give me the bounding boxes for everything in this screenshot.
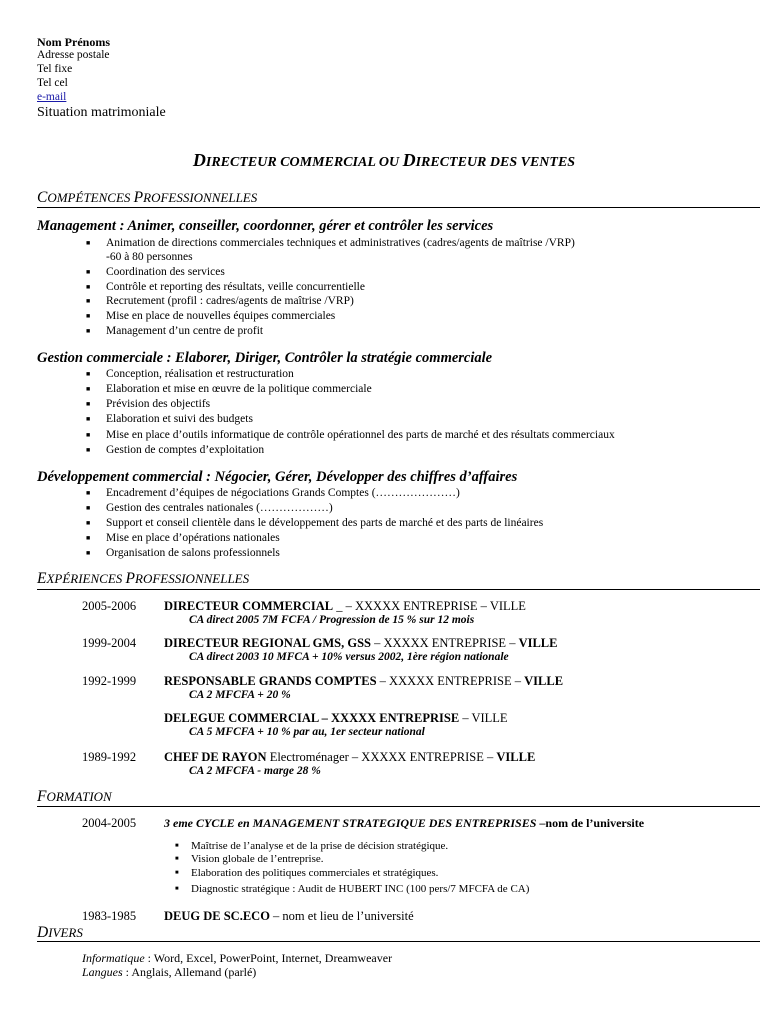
list-item: ■ Organisation de salons professionnels xyxy=(106,546,280,560)
list-item: ■ Gestion de comptes d’exploitation xyxy=(106,443,264,457)
contact-name: Nom Prénoms xyxy=(37,35,110,49)
formation-years: 1983-1985 xyxy=(82,909,137,923)
subheading-gestion: Gestion commerciale : Elaborer, Diriger, Contrôler la stratégie commerciale xyxy=(37,350,493,366)
document-title: DIRECTEUR COMMERCIAL OU DIRECTEUR DES VENTES xyxy=(192,150,576,170)
list-item-continuation: -60 à 80 personnes xyxy=(106,251,193,263)
experience-detail: CA 2 MFCFA - marge 28 % xyxy=(189,765,321,777)
contact-address: Adresse postale xyxy=(37,49,110,61)
list-item: ■ Coordination des services xyxy=(106,265,225,279)
formation-title: 3 eme CYCLE en MANAGEMENT STRATEGIQUE DES ENTREPRISES –nom de l’universite xyxy=(164,816,645,830)
subheading-management: Management : Animer, conseiller, coordonner, gérer et contrôler les services xyxy=(37,218,494,234)
list-item: ■ Encadrement d’équipes de négociations Grands Comptes (…………………) xyxy=(106,486,460,500)
contact-marital-status: Situation matrimoniale xyxy=(37,105,166,120)
contact-email-link[interactable]: e-mail xyxy=(37,91,67,103)
list-item: ■ Maîtrise de l’analyse et de la prise de décision stratégique. xyxy=(191,840,448,853)
experience-years: 1992-1999 xyxy=(82,674,137,688)
experience-years: 2005-2006 xyxy=(82,599,137,613)
experience-line: DIRECTEUR REGIONAL GMS, GSS – XXXXX ENTREPRISE – VILLE xyxy=(164,636,558,650)
section-heading-formation: FORMATION xyxy=(37,788,112,805)
experience-line: DIRECTEUR COMMERCIAL _ – XXXXX ENTREPRISE – VILLE xyxy=(164,599,526,613)
list-item: ■ Recrutement (profil : cadres/agents de maîtrise /VRP) xyxy=(106,294,354,308)
section-divider xyxy=(37,207,760,208)
list-item: ■ Diagnostic stratégique : Audit de HUBERT INC (100 pers/7 MFCFA de CA) xyxy=(191,883,529,896)
experience-years: 1989-1992 xyxy=(82,750,137,764)
formation-years: 2004-2005 xyxy=(82,816,137,830)
section-heading-competences: COMPÉTENCES PROFESSIONNELLES xyxy=(37,189,258,206)
experience-detail: CA direct 2003 10 MFCA + 10% versus 2002, 1ère région nationale xyxy=(189,651,509,663)
divers-informatique: Informatique : Word, Excel, PowerPoint, Internet, Dreamweaver xyxy=(82,951,393,965)
list-item: ■ Gestion des centrales nationales (………………) xyxy=(106,501,333,515)
contact-phone-fixed: Tel fixe xyxy=(37,63,73,75)
list-item: ■ Elaboration des politiques commerciales et stratégiques. xyxy=(191,867,438,880)
experience-detail: CA direct 2005 7M FCFA / Progression de 15 % sur 12 mois xyxy=(189,614,475,626)
experience-detail: CA 5 MFCFA + 10 % par au, 1er secteur national xyxy=(189,726,425,738)
formation-title: DEUG DE SC.ECO – nom et lieu de l’université xyxy=(164,909,414,923)
subheading-developpement: Développement commercial : Négocier, Gérer, Développer des chiffres d’affaires xyxy=(37,469,518,485)
list-item: ■ Prévision des objectifs xyxy=(106,397,210,411)
list-item: ■ Contrôle et reporting des résultats, veille concurrentielle xyxy=(106,280,365,294)
divers-langues: Langues : Anglais, Allemand (parlé) xyxy=(82,965,257,979)
list-item: ■ Mise en place de nouvelles équipes commerciales xyxy=(106,309,335,323)
list-item: ■ Support et conseil clientèle dans le développement des parts de marché et des parts de linéaires xyxy=(106,516,543,530)
list-item: ■ Vision globale de l’entreprise. xyxy=(191,853,324,866)
list-item: ■ Management d’un centre de profit xyxy=(106,324,263,338)
experience-line: CHEF DE RAYON Electroménager – XXXXX ENTREPRISE – VILLE xyxy=(164,750,536,764)
experience-detail: CA 2 MFCFA + 20 % xyxy=(189,689,291,701)
section-heading-experiences: EXPÉRIENCES PROFESSIONNELLES xyxy=(37,570,250,587)
list-item: ■ Conception, réalisation et restructuration xyxy=(106,367,294,381)
section-divider xyxy=(37,806,760,807)
list-item: ■ Animation de directions commerciales techniques et administratives (cadres/agents de maîtrise /VRP) xyxy=(106,236,575,250)
list-item: ■ Mise en place d’opérations nationales xyxy=(106,531,280,545)
section-heading-divers: DIVERS xyxy=(37,924,83,941)
list-item: ■ Elaboration et mise en œuvre de la politique commerciale xyxy=(106,382,372,396)
list-item: ■ Mise en place d’outils informatique de contrôle opérationnel des parts de marché et des résultats commerciaux xyxy=(106,428,615,442)
section-divider xyxy=(37,589,760,590)
experience-line: RESPONSABLE GRANDS COMPTES – XXXXX ENTREPRISE – VILLE xyxy=(164,674,564,688)
experience-line: DELEGUE COMMERCIAL – XXXXX ENTREPRISE – VILLE xyxy=(164,711,508,725)
list-item: ■ Elaboration et suivi des budgets xyxy=(106,412,253,426)
experience-years: 1999-2004 xyxy=(82,636,137,650)
section-divider xyxy=(37,941,760,942)
contact-phone-mobile: Tel cel xyxy=(37,77,68,89)
